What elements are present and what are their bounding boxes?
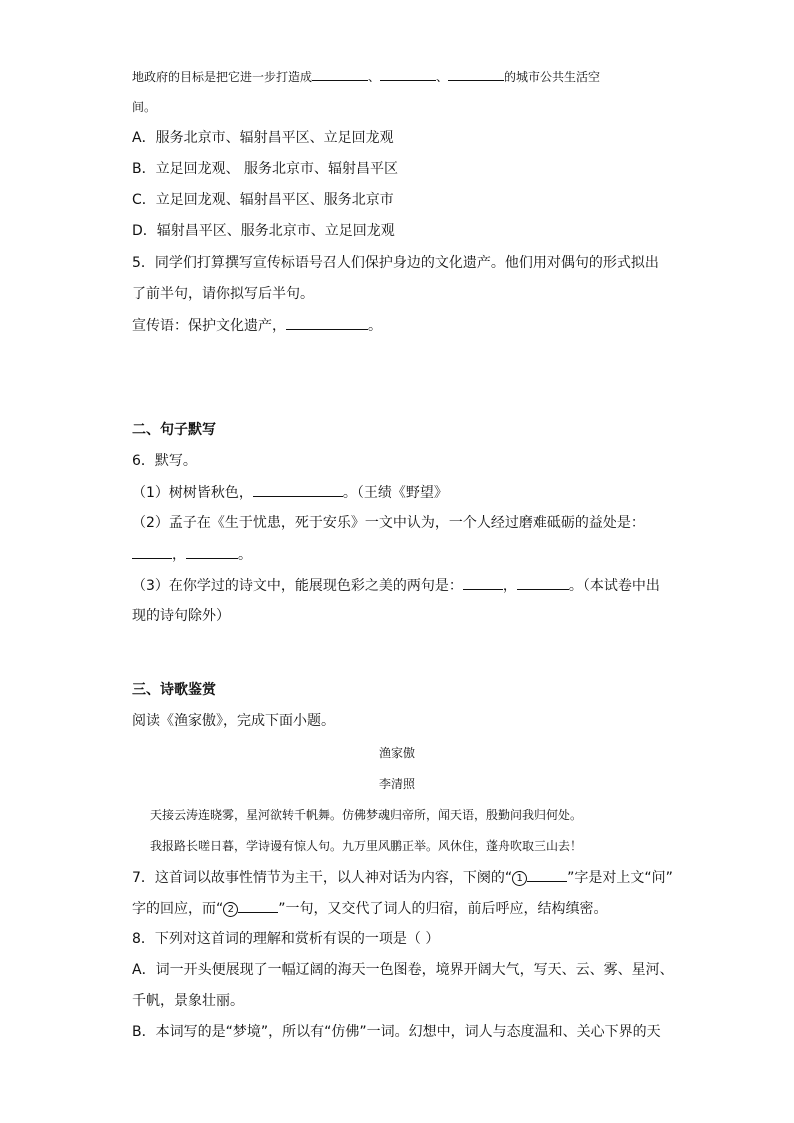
- q4-option-b: B．立足回龙观、 服务北京市、辐射昌平区: [132, 161, 399, 177]
- q7-text: ”一句，又交代了词人的归宿，前后呼应，结构缜密。: [278, 901, 608, 917]
- q7-text: 字的回应，而“: [132, 901, 224, 917]
- q7-text: 7．这首词以故事性情节为主干，以人神对话为内容，下阕的“: [132, 870, 513, 886]
- poem-line-2: 我报路长嗟日暮，学诗谩有惊人句。九万里风鹏正举。风休住，蓬舟吹取三山去！: [150, 839, 583, 853]
- separator: ，: [172, 547, 186, 563]
- item-2-blank-2: [186, 544, 238, 559]
- q6-item-2-line1: （2）孟子在《生于忧患，死于安乐》一文中认为，一个人经过磨难砥砺的益处是：: [132, 515, 645, 531]
- q4-option-d: D．辐射昌平区、服务北京市、立足回龙观: [132, 223, 395, 239]
- blank-3: [448, 66, 504, 81]
- q7-blank-2: [238, 898, 278, 913]
- section-2-title: 二、句子默写: [132, 422, 216, 438]
- separator: 。: [238, 547, 252, 563]
- q7-line2: [132, 898, 608, 919]
- poem-author: 李清照: [378, 777, 415, 791]
- q4-option-c: C．立足回龙观、辐射昌平区、服务北京市: [132, 192, 394, 208]
- q6-item-2-line2: [132, 544, 252, 565]
- slogan-suffix: 。: [368, 318, 382, 334]
- q4-stem-line1: [132, 66, 600, 87]
- q8-option-a-line1: A．词一开头便展现了一幅辽阔的海天一色图卷，境界开阔大气，写天、云、雾、星河、: [132, 962, 674, 978]
- q5-line1: 5．同学们打算撰写宣传标语号召人们保护身边的文化遗产。他们用对偶句的形式拟出: [132, 255, 659, 271]
- poem-title: 渔家傲: [378, 746, 415, 760]
- q6-item-3-line1: [132, 575, 660, 596]
- circled-number-2: 2: [223, 902, 238, 917]
- blank-1: [312, 66, 368, 81]
- item-3-prefix: （3）在你学过的诗文中，能展现色彩之美的两句是：: [132, 578, 463, 594]
- section-3-title: 三、诗歌鉴赏: [132, 682, 216, 698]
- q7-line1: [132, 867, 673, 888]
- item-3-blank-2: [517, 575, 569, 590]
- item-1-prefix: （1）树树皆秋色，: [132, 485, 253, 501]
- slogan-blank: [286, 315, 368, 330]
- item-3-blank-1: [463, 575, 503, 590]
- poem-line-1: 天接云涛连晓雾，星河欲转千帆舞。仿佛梦魂归帝所，闻天语，殷勤问我归何处。: [150, 808, 583, 822]
- separator: 、: [436, 70, 449, 84]
- circled-number-1: 1: [512, 871, 527, 886]
- q6-item-3-line2: 现的诗句除外）: [132, 608, 230, 624]
- q8-stem: 8．下列对这首词的理解和赏析有误的一项是（ ）: [132, 931, 440, 947]
- q7-blank-1: [527, 867, 567, 882]
- q5-slogan: [132, 315, 382, 336]
- item-3-suffix: 。（本试卷中出: [568, 578, 660, 594]
- q6-title: 6．默写。: [132, 453, 197, 469]
- q4-option-a: A．服务北京市、辐射昌平区、立足回龙观: [132, 130, 394, 146]
- item-1-suffix: 。（王绩《野望》: [342, 485, 448, 501]
- q8-option-b-line1: B．本词写的是“梦境”，所以有“仿佛”一词。幻想中，词人与态度温和、关心下界的天: [132, 1024, 661, 1040]
- q4-stem-line2: 间。: [132, 100, 157, 114]
- poem-intro: 阅读《渔家傲》，完成下面小题。: [132, 713, 335, 729]
- slogan-prefix: 宣传语：保护文化遗产，: [132, 318, 286, 334]
- q6-item-1: [132, 482, 448, 503]
- q4-stem-text: 地政府的目标是把它进一步打造成: [132, 70, 313, 84]
- item-2-blank-1: [132, 544, 172, 559]
- q5-line2: 了前半句，请你拟写后半句。: [132, 286, 314, 302]
- q4-stem-text-end: 的城市公共生活空: [504, 70, 601, 84]
- separator: 、: [368, 70, 381, 84]
- item-1-blank: [253, 482, 343, 497]
- blank-2: [380, 66, 436, 81]
- q8-option-a-line2: 千帆，景象壮丽。: [132, 993, 244, 1009]
- separator: ，: [502, 578, 517, 594]
- q7-text: ”字是对上文“问”: [567, 870, 673, 886]
